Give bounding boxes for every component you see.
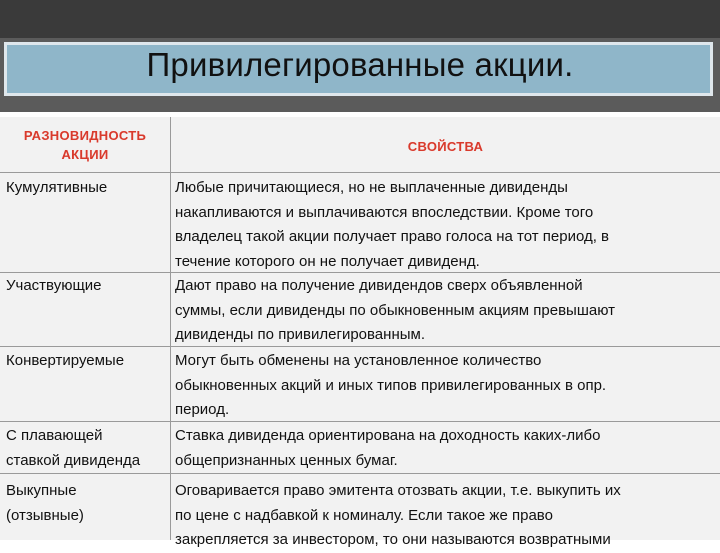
row-type-participating: Участвующие bbox=[6, 277, 102, 294]
row-properties-cumulative: Любые причитающиеся, но не выплаченные дивиденды накапливаются и выплачиваются впоследствии. Кроме того владелец такой акции получает право голоса на тот период, в течение которого он не получает дивиденд. bbox=[175, 179, 610, 270]
column-divider bbox=[170, 117, 171, 540]
slide-title: Привилегированные акции. bbox=[146, 46, 574, 83]
row-type-convertible: Конвертируемые bbox=[6, 352, 125, 369]
header-properties: СВОЙСТВА bbox=[407, 139, 484, 154]
row-type-cumulative: Кумулятивные bbox=[6, 179, 108, 196]
row-properties-floating: Ставка дивиденда ориентирована на доходность каких-либо общепризнанных ценных бумаг. bbox=[175, 427, 601, 469]
row-properties-participating: Дают право на получение дивидендов сверх объявленной суммы, если дивиденды по обыкновенным акциям превышают дивиденды по привилегированным. bbox=[175, 277, 615, 343]
row-properties-convertible: Могут быть обменены на установленное количество обыкновенных акций и иных типов привилегированных в опр. период. bbox=[175, 352, 607, 418]
slide-top-band bbox=[0, 0, 720, 38]
row-type-floating: С плавающей ставкой дивиденда bbox=[6, 427, 141, 469]
row-type-callable: Выкупные (отзывные) bbox=[6, 482, 84, 524]
row-properties-callable: Оговаривается право эмитента отозвать акции, т.е. выкупить их по цене с надбавкой к номиналу. Если такое же право закрепляется за инвестором, то они называются возвратными bbox=[175, 482, 621, 548]
header-type: РАЗНОВИДНОСТЬ АКЦИИ bbox=[23, 128, 147, 162]
row-divider bbox=[0, 473, 720, 474]
header-row-divider bbox=[0, 172, 720, 173]
